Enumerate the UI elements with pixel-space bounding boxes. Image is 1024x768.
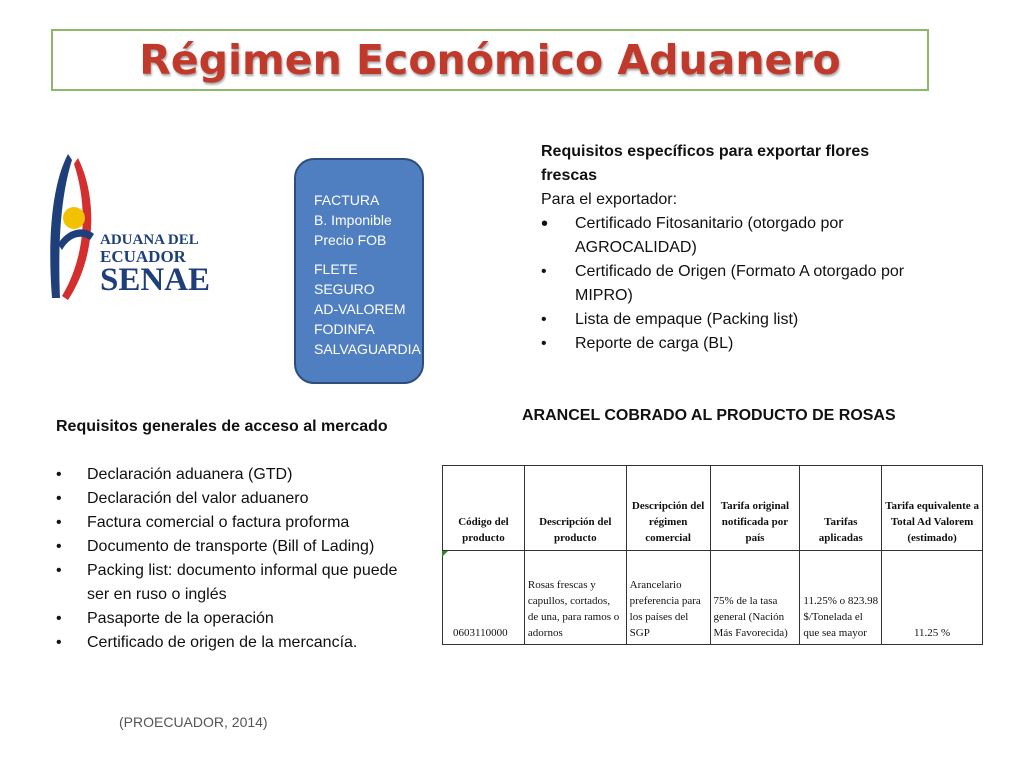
pill-group-charges	[314, 259, 422, 359]
pill-item: SEGURO	[314, 281, 375, 297]
bullet-icon: •	[541, 213, 549, 235]
bullet-icon: •	[56, 466, 62, 483]
pill-item: FODINFA	[314, 321, 375, 337]
table-row	[443, 551, 983, 645]
list-item: • Reporte de carga (BL)	[541, 332, 921, 356]
list-item: • Declaración aduanera (GTD)	[56, 463, 416, 487]
table-header-row	[443, 466, 983, 551]
header-regimen: Descripción del régimen comercial	[626, 466, 710, 551]
list-item: • Declaración del valor aduanero	[56, 487, 416, 511]
export-subheading: Para el exportador:	[541, 191, 678, 208]
bullet-icon: •	[541, 263, 547, 280]
bullet-icon: •	[541, 311, 547, 328]
export-list	[541, 212, 921, 356]
header-tarifa-equivalente: Tarifa equivalente a Total Ad Valorem (estimado)	[882, 466, 983, 551]
bullet-icon: •	[56, 490, 62, 507]
bullet-icon: •	[56, 514, 62, 531]
header-descripcion: Descripción del producto	[524, 466, 626, 551]
senae-logo	[38, 148, 218, 308]
pill-item: FACTURA	[314, 192, 380, 208]
cell-descripcion: Rosas frescas y capullos, cortados, de una, para ramos o adornos	[524, 551, 626, 645]
cell-tarifa-original: 75% de la tasa general (Nación Más Favorecida)	[710, 551, 800, 645]
arancel-table	[442, 465, 983, 645]
arancel-title: ARANCEL COBRADO AL PRODUCTO DE ROSAS	[522, 407, 896, 424]
header-codigo: Código del producto	[443, 466, 525, 551]
list-item: • Pasaporte de la operación	[56, 607, 416, 631]
pill-item: AD-VALOREM	[314, 301, 406, 317]
title-box	[51, 29, 929, 91]
list-item: • Factura comercial o factura proforma	[56, 511, 416, 535]
logo-line3: SENAE	[100, 262, 211, 298]
general-requirements	[56, 415, 416, 655]
cell-codigo: 0603110000	[443, 551, 525, 645]
cell-tarifa-equivalente: 11.25 %	[882, 551, 983, 645]
pill-item: FLETE	[314, 261, 358, 277]
pill-item: SALVAGUARDIA	[314, 341, 421, 357]
pill-group-invoice	[314, 190, 422, 250]
export-heading: Requisitos específicos para exportar flores frescas	[541, 143, 870, 184]
list-item: • Certificado de Origen (Formato A otorgado por MIPRO)	[541, 260, 921, 308]
logo-line2: ECUADOR	[100, 247, 186, 266]
header-tarifa-original: Tarifa original notificada por país	[710, 466, 800, 551]
page-title: Régimen Económico Aduanero	[139, 36, 841, 84]
cell-marker-icon	[442, 551, 448, 557]
pill-item: B. Imponible	[314, 212, 392, 228]
list-item: • Packing list: documento informal que puede ser en ruso o inglés	[56, 559, 416, 607]
bullet-icon: •	[56, 562, 62, 579]
source-citation: (PROECUADOR, 2014)	[119, 714, 268, 730]
bullet-icon: •	[56, 610, 62, 627]
list-item: • Certificado Fitosanitario (otorgado por AGROCALIDAD)	[541, 213, 844, 256]
logo-line1: ADUANA DEL	[100, 232, 199, 248]
cell-regimen: Arancelario preferencia para los países del SGP	[626, 551, 710, 645]
bullet-icon: •	[56, 538, 62, 555]
senae-emblem-icon	[38, 148, 108, 308]
list-item: • Certificado de origen de la mercancía.	[56, 631, 416, 655]
bullet-icon: •	[541, 335, 547, 352]
general-list	[56, 463, 416, 655]
list-item: • Documento de transporte (Bill of Lading)	[56, 535, 416, 559]
export-requirements	[541, 140, 921, 356]
list-item: • Lista de empaque (Packing list)	[541, 308, 921, 332]
cell-tarifas-aplicadas: 11.25% o 823.98 $/Tonelada el que sea mayor	[800, 551, 882, 645]
pill-item: Precio FOB	[314, 232, 387, 248]
general-heading: Requisitos generales de acceso al mercado	[56, 418, 388, 435]
cost-components-box	[294, 158, 424, 384]
header-tarifas-aplicadas: Tarifas aplicadas	[800, 466, 882, 551]
bullet-icon: •	[56, 634, 62, 651]
